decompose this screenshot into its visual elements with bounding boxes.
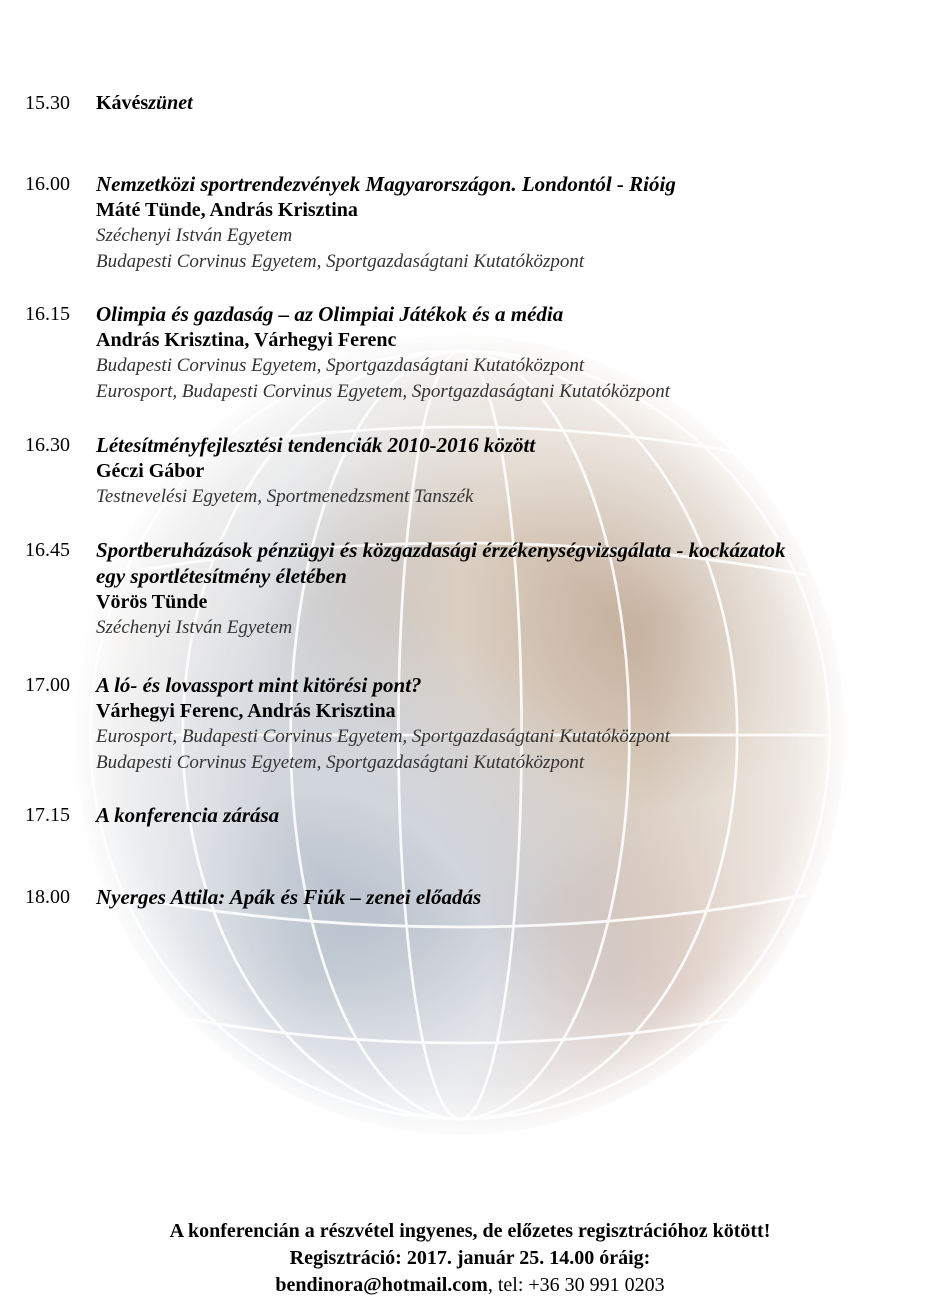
entry-time: 16.30 <box>25 434 70 456</box>
footer-contact <box>0 1272 940 1299</box>
entry-affiliation: Budapesti Corvinus Egyetem, Sportgazdaságtani Kutatóközpont <box>96 752 585 773</box>
entry-speakers: Géczi Gábor <box>96 460 205 482</box>
entry-time: 17.00 <box>25 674 70 696</box>
footer-registration-deadline: Regisztráció: 2017. január 25. 14.00 óráig: <box>289 1247 651 1269</box>
contact-phone: , tel: +36 30 991 0203 <box>487 1274 665 1296</box>
entry-affiliation: Budapesti Corvinus Egyetem, Sportgazdaságtani Kutatóközpont <box>96 251 585 272</box>
entry-affiliation: Széchenyi István Egyetem <box>96 617 293 638</box>
entry-speakers: Máté Tünde, András Krisztina <box>96 199 358 221</box>
entry-title: A konferencia zárása <box>96 803 280 827</box>
entry-time: 18.00 <box>25 886 70 908</box>
entry-affiliation: Eurosport, Budapesti Corvinus Egyetem, Sportgazdaságtani Kutatóközpont <box>96 381 671 402</box>
entry-time: 15.30 <box>25 92 70 114</box>
entry-affiliation: Széchenyi István Egyetem <box>96 225 293 246</box>
entry-time: 16.15 <box>25 303 70 325</box>
entry-affiliation: Testnevelési Egyetem, Sportmenedzsment Tanszék <box>96 486 474 507</box>
entry-speakers: András Krisztina, Várhegyi Ferenc <box>96 329 397 351</box>
entry-title: Nemzetközi sportrendezvények Magyarországon. Londontól - Rióig <box>96 172 676 196</box>
entry-title-line-2: egy sportlétesítmény életében <box>96 564 347 588</box>
entry-time: 17.15 <box>25 804 70 826</box>
entry-title-line-1: Sportberuházások pénzügyi és közgazdasági érzékenységvizsgálata - kockázatok <box>96 538 786 562</box>
registration-footer <box>0 1218 940 1299</box>
entry-time: 16.45 <box>25 539 70 561</box>
contact-email[interactable]: bendinora@hotmail.com <box>275 1274 488 1296</box>
entry-affiliation: Budapesti Corvinus Egyetem, Sportgazdaságtani Kutatóközpont <box>96 355 585 376</box>
entry-title: A ló- és lovassport mint kitörési pont? <box>96 673 422 697</box>
footer-free-participation-note: A konferencián a részvétel ingyenes, de előzetes regisztrációhoz kötött! <box>169 1220 771 1242</box>
entry-title: Olimpia és gazdaság – az Olimpiai Játékok és a média <box>96 302 564 326</box>
entry-title: Létesítményfejlesztési tendenciák 2010-2016 között <box>96 433 536 457</box>
entry-title-italic: zünet <box>148 92 193 114</box>
entry-time: 16.00 <box>25 173 70 195</box>
entry-affiliation: Eurosport, Budapesti Corvinus Egyetem, Sportgazdaságtani Kutatóközpont <box>96 726 671 747</box>
entry-title: Nyerges Attila: Apák és Fiúk – zenei előadás <box>96 885 482 909</box>
entry-speakers: Várhegyi Ferenc, András Krisztina <box>96 700 396 722</box>
entry-title: Kávés <box>96 92 149 114</box>
entry-speakers: Vörös Tünde <box>96 591 208 613</box>
